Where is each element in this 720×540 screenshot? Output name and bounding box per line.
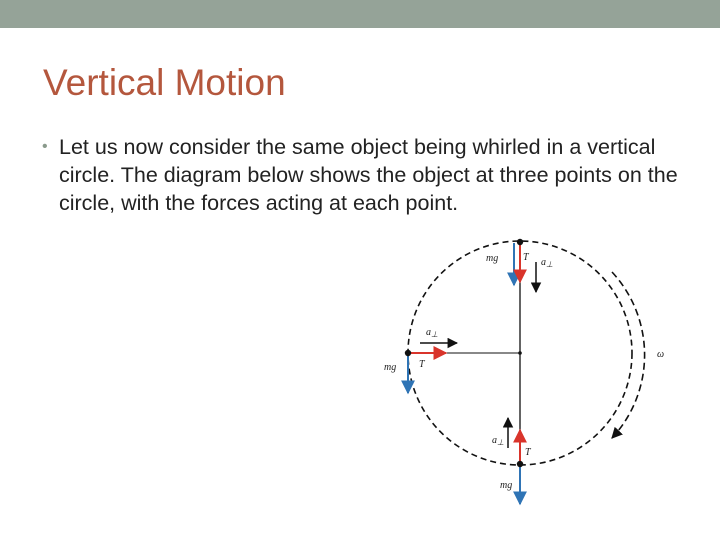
angular-velocity-label: ω [657,349,665,360]
slide-title: Vertical Motion [43,62,286,103]
bottom-tension-label: T [525,447,531,458]
bottom-object [517,461,523,467]
top-object [517,239,523,245]
bottom-mg-label: mg [500,480,513,491]
top-mg-label: mg [486,253,499,264]
left-object [405,350,411,356]
circle-center [518,351,522,355]
left-acceleration-label: $a_\perp$ [426,327,438,339]
bullet-text: Let us now consider the same object being whirled in a vertical circle. The diagram below shows the object at three points on the circle, with the forces acting at each point. [59,135,678,215]
top-acceleration-label: $a_\perp$ [541,257,553,269]
top-tension-label: T [523,252,529,263]
bottom-acceleration-label: $a_\perp$ [492,435,504,447]
bullet-icon: • [42,138,48,155]
left-tension-label: T [419,359,425,370]
left-mg-label: mg [384,362,397,373]
